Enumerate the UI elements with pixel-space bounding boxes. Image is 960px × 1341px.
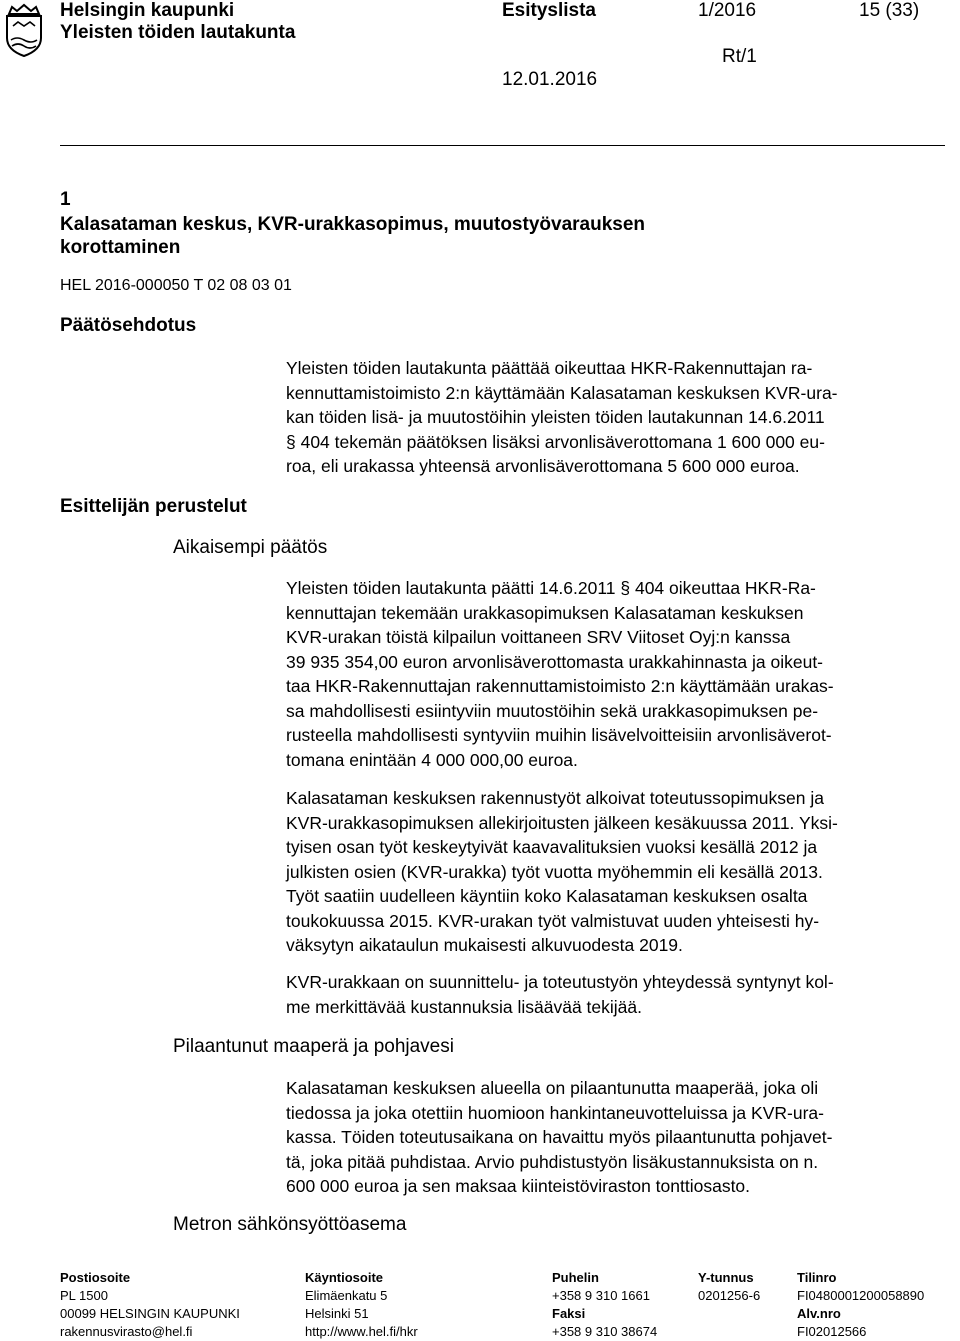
header-divider (60, 145, 945, 146)
cost-factors-text: KVR-urakkaan on suunnittelu- ja toteutustyön yhteydessä syntynyt kol- me merkittävää kustannuksia lisäävää tekijää. (286, 972, 834, 1017)
footer-postal: Postiosoite PL 1500 00099 HELSINGIN KAUPUNKI rakennusvirasto@hel.fi (60, 1270, 240, 1339)
soil-heading: Pilaantunut maaperä ja pohjavesi (173, 1036, 454, 1057)
footer-account: Tilinro FI0480001200058890 Alv.nro FI02012566 (797, 1270, 925, 1339)
proposal-heading: Päätösehdotus (60, 315, 197, 336)
organization-name: Helsingin kaupunki (60, 0, 235, 21)
footer-website-link[interactable]: http://www.hel.fi/hkr (305, 1324, 418, 1339)
page-indicator: 15 (33) (859, 0, 920, 21)
meeting-date: 12.01.2016 (502, 69, 598, 90)
item-title: Kalasataman keskus, KVR-urakkasopimus, muutostyövarauksen korottaminen (60, 214, 646, 258)
footer-phone: Puhelin +358 9 310 1661 Faksi +358 9 310 38674 (552, 1270, 658, 1339)
previous-decision-text: Yleisten töiden lautakunta päätti 14.6.2011 § 404 oikeuttaa HKR-Ra- kennuttajan tekemään urakkasopimuksen Kalasataman keskuksen KVR-urakan töistä kilpailun voittaneen SRV Viitoset Oyj:n kanssa 39 935 354,00 euron arvonlisäverottomasta urakkahinnasta ja oikeut- taa HKR-Rakennuttajan rakennuttamistoimisto 2:n käyttämään urakas- sa mahdollisesti esiintyviin muutostöihin sekä urakkasopimuksen pe- rusteella mahdollisesti syntyviin muihin lisävelvoitteisiin arvonlisäverot- tomana enintään 4 000 000,00 euroa. (286, 578, 834, 770)
soil-text: Kalasataman keskuksen alueella on pilaantunutta maaperää, joka oli tiedossa ja joka otettiin huomioon hankintaneuvotteluissa ja KVR-ura- kassa. Töiden toteutusaikana on havaittu myös pilaantunutta pohjavet- tä, joka pitää puhdistaa. Arvio puhdistustyön lisäkustannuksista on n. 600 000 euroa ja sen maksaa kiinteistöviraston tonttiosasto. (286, 1078, 833, 1196)
footer-email-link[interactable]: rakennusvirasto@hel.fi (60, 1324, 193, 1339)
footer-business-id: Y-tunnus 0201256-6 (698, 1270, 761, 1303)
proposal-text: Yleisten töiden lautakunta päättää oikeuttaa HKR-Rakennuttajan ra- kennuttamistoimisto 2:n käyttämään Kalasataman keskuksen KVR-ura- kan töiden lisä- ja muutostöihin yleisten töiden lautakunnan 14.6.2011 § 404 tekemän päätöksen lisäksi arvonlisäverottomana 1 600 000 eu- roa, eli urakassa yhteensä arvonlisäverottomana 5 600 000 euroa. (286, 358, 838, 476)
item-reference: Rt/1 (722, 46, 757, 67)
rationale-heading: Esittelijän perustelut (60, 496, 247, 517)
document-type: Esityslista (502, 0, 596, 21)
item-number: 1 (60, 189, 71, 210)
construction-status-text: Kalasataman keskuksen rakennustyöt alkoivat toteutussopimuksen ja KVR-urakkasopimuksen allekirjoitusten jälkeen kesäkuussa 2011. Yksi- tyisen osan työt keskeytyivät kaavavalituksien vuoksi kesällä 2012 ja julkisten osien (KVR-urakka) työt vuotta myöhemmin eli kesällä 2013. Työt saatiin uudelleen käyntiin koko Kalasataman keskuksen osalta toukokuussa 2015. KVR-urakan työt valmistuvat uuden yhteisesti hy- väksytyn aikataulun mukaisesti alkuvuodesta 2019. (286, 788, 838, 955)
diary-number: HEL 2016-000050 T 02 08 03 01 (60, 277, 292, 294)
agenda-number: 1/2016 (698, 0, 757, 21)
footer-visiting: Käyntiosoite Elimäenkatu 5 Helsinki 51 http://www.hel.fi/hkr (305, 1270, 418, 1339)
committee-name: Yleisten töiden lautakunta (60, 22, 296, 43)
helsinki-crest-logo (2, 2, 46, 58)
metro-substation-heading: Metron sähkönsyöttöasema (173, 1214, 407, 1235)
previous-decision-heading: Aikaisempi päätös (173, 537, 328, 558)
